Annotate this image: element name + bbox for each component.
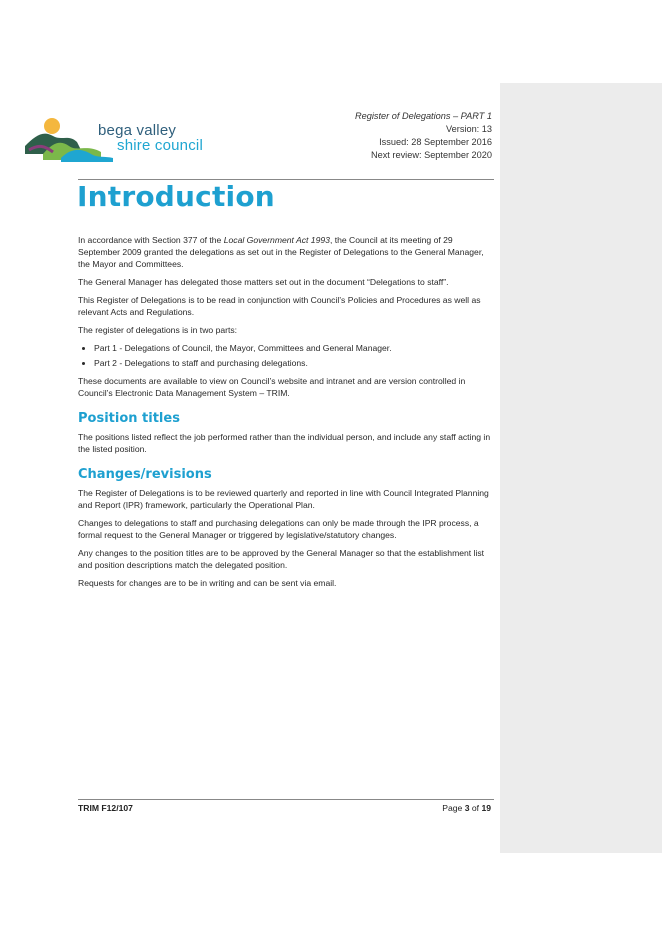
logo-wordmark-line1: bega valley	[98, 122, 177, 139]
document-issued-date: Issued: 28 September 2016	[379, 137, 492, 147]
position-titles-paragraph: The positions listed reflect the job performed rather than the individual person, and include any staff acting in the listed position.	[78, 432, 491, 454]
intro-paragraph-4: The register of delegations is in two parts:	[78, 325, 238, 335]
page-title: Introduction	[77, 180, 275, 213]
changes-paragraph-4: Requests for changes are to be in writing and can be sent via email.	[78, 578, 337, 588]
intro-paragraph-3: This Register of Delegations is to be read in conjunction with Council’s Policies and Procedures as well as relevant Acts and Regulations.	[78, 295, 481, 317]
section-heading-position-titles: Position titles	[78, 411, 180, 426]
current-page: 3	[464, 803, 470, 813]
document-version: Version: 13	[446, 124, 492, 134]
changes-paragraph-2: Changes to delegations to staff and purchasing delegations can only be made through the IPR process, a formal request to the General Manager or triggered by legislative/statutory changes.	[78, 518, 479, 540]
logo-wordmark-line2: shire council	[117, 137, 203, 154]
intro-p1-text-a: In accordance with Section 377 of the	[78, 235, 224, 245]
intro-p1-text-b: , the Council at its meeting of 29 September 2009 granted the delegations as set out in the Register of Delegations to the General Manager, the Mayor and Committees.	[78, 235, 484, 269]
intro-paragraph-2: The General Manager has delegated those matters set out in the document “Delegations to staff”.	[78, 277, 449, 287]
intro-paragraph-5: These documents are available to view on Council’s website and intranet and are version controlled in Council’s Electronic Data Management System – TRIM.	[78, 376, 466, 398]
list-item: • Part 2 - Delegations to staff and purchasing delegations.	[94, 357, 494, 369]
document-body	[78, 234, 494, 595]
intro-paragraph-1	[78, 234, 494, 270]
comment-pane	[500, 83, 662, 853]
list-item: • Part 1 - Delegations of Council, the Mayor, Committees and General Manager.	[94, 342, 494, 354]
act-name: Local Government Act 1993	[223, 235, 330, 245]
document-next-review: Next review: September 2020	[370, 150, 492, 160]
document-header-meta	[355, 110, 492, 162]
council-logo	[25, 116, 205, 164]
changes-paragraph-1: The Register of Delegations is to be reviewed quarterly and reported in line with Council Integrated Planning and Report (IPR) framework, particularly the Operational Plan.	[78, 488, 489, 510]
parts-list	[78, 342, 494, 369]
changes-paragraph-3: Any changes to the position titles are to be approved by the General Manager so that the establishment list and position descriptions match the delegated position.	[78, 548, 485, 570]
section-heading-changes: Changes/revisions	[78, 467, 212, 482]
document-title: Register of Delegations – PART 1	[354, 111, 492, 121]
trim-reference: TRIM F12/107	[78, 803, 133, 813]
footer-divider	[78, 799, 494, 800]
page-number	[442, 803, 491, 813]
page-word: Page	[442, 803, 465, 813]
total-pages: 19	[481, 803, 491, 813]
of-word: of	[469, 803, 482, 813]
